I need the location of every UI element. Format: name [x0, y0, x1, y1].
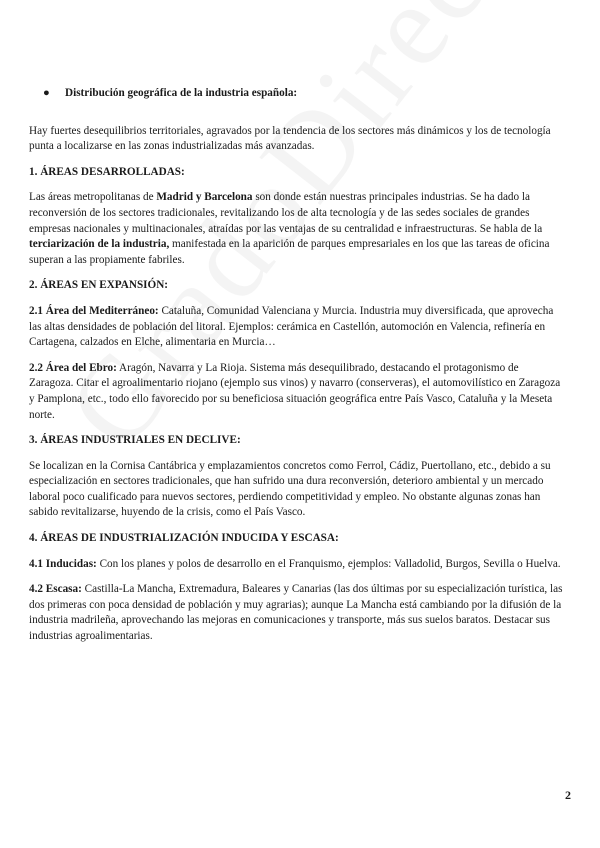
section-3-title: 3. ÁREAS INDUSTRIALES EN DECLIVE:: [29, 434, 241, 447]
section-1-paragraph: [29, 190, 565, 268]
text-run: Las áreas metropolitanas de: [29, 191, 157, 204]
subsection-label: 4.2 Escasa:: [29, 583, 82, 596]
bold-run: Madrid y Barcelona: [156, 191, 253, 204]
subsection-label: 2.1 Área del Mediterráneo:: [29, 304, 159, 317]
section-2-1-paragraph: [29, 304, 565, 351]
text-run: Castilla-La Mancha, Extremadura, Baleares y Canarias (las dos últimas por su especialización turística, las dos primeras con poca densidad de población y muy agrarias); aunque La Mancha está cambiando por la difusión de la industria madrileña, aprovechando las mejoras en comunicaciones y transporte, más sus suelos baratos. Destacar sus industrias agroalimentarias.: [29, 583, 563, 643]
section-heading: [43, 86, 565, 102]
text-run: Aragón, Navarra y La Rioja. Sistema más desequilibrado, destacando el protagonismo de Zaragoza. Citar el agroalimentario riojano (ejemplo sus vinos) y navarro (conserveras), el automovilístico en Zaragoza y Pamplona, etc., todo ello favorecido por su beneficiosa situación geográfica entre País Vasco, Cataluña y la Meseta norte.: [29, 361, 561, 421]
document-body: [29, 86, 565, 655]
text-run: Cataluña, Comunidad Valenciana y Murcia. Industria muy diversificada, que aprovecha las altas densidades de población del litoral. Ejemplos: cerámica en Castellón, automoción en Valencia, refinería en Cartagena, calzados en Elche, alimentaria en Murcia…: [29, 304, 554, 349]
bold-run: terciarización de la industria,: [29, 238, 170, 251]
section-2-title: 2. ÁREAS EN EXPANSIÓN:: [29, 279, 169, 292]
section-4-2-paragraph: [29, 582, 565, 644]
section-3-paragraph: Se localizan en la Cornisa Cantábrica y emplazamientos concretos como Ferrol, Cádiz, Puertollano, etc., debido a su especialización en sectores tradicionales, que han sufrido una dura reconversión, deterioro ambiental y un mercado laboral poco cualificado para nuevos sectores, perdiendo competitividad y empleo. No obstante algunas zonas han sabido revitalizarse, huyendo de la crisis, como el País Vasco.: [29, 459, 551, 519]
subsection-label: 4.1 Inducidas:: [29, 557, 97, 570]
section-2-2-paragraph: [29, 361, 565, 423]
text-run: Con los planes y polos de desarrollo en el Franquismo, ejemplos: Valladolid, Burgos, Sevilla o Huelva.: [96, 557, 561, 570]
intro-paragraph: Hay fuertes desequilibrios territoriales, agravados por la tendencia de los sectores más dinámicos y los de tecnología punta a localizarse en las zonas industrializadas más avanzadas.: [29, 124, 551, 153]
section-4-1-paragraph: [29, 557, 565, 573]
heading-text: Distribución geográfica de la industria española:: [65, 87, 298, 99]
section-1-title: 1. ÁREAS DESARROLLADAS:: [29, 165, 185, 178]
bullet-icon: ●: [43, 87, 50, 99]
subsection-label: 2.2 Área del Ebro:: [29, 361, 117, 374]
page-number: 2: [565, 788, 571, 802]
text-run: son donde están nuestras principales industrias. Se ha dado la reconversión de los sectores tradicionales, revitalizando los de alta tecnología y de las sedes sociales de grandes empresas nacionales y multinacionales, atraídas por las ventajas de su centralidad e infraestructuras. Se habla de la: [29, 191, 543, 235]
text-run: manifestada en la aparición de parques empresariales en los que las tareas de oficina superan a las propiamente fabriles.: [29, 238, 550, 266]
section-4-title: 4. ÁREAS DE INDUSTRIALIZACIÓN INDUCIDA Y ESCASA:: [29, 532, 339, 545]
